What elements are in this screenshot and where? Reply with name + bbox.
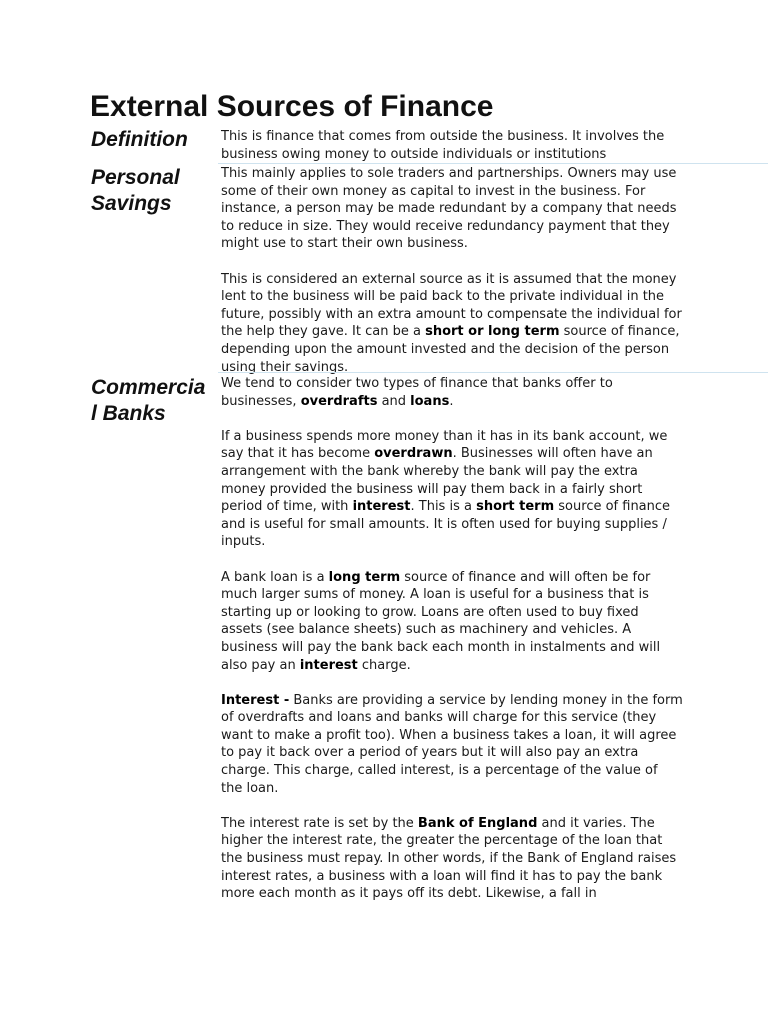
text-run: charge.	[357, 657, 411, 673]
bold-term: loans	[410, 393, 450, 409]
text-run: .	[449, 393, 454, 409]
commercial-banks-paragraph-5	[221, 815, 683, 903]
bold-term: interest	[352, 499, 411, 515]
bold-term: short or long term	[425, 324, 560, 340]
text-run: We tend to consider two types of finance that banks offer to businesses,	[221, 376, 613, 409]
bold-term: short term	[476, 499, 555, 515]
bold-term: Bank of England	[417, 815, 538, 831]
commercial-banks-paragraph-1	[221, 375, 683, 410]
text-run: The interest rate is set by the	[221, 815, 418, 831]
text-run: source of finance and is useful for small amounts. It is often used for buying supplies / inputs.	[221, 499, 671, 550]
text-run: source of finance, depending upon the amount invested and the decision of the person using their savings.	[221, 324, 680, 375]
term-commercial-banks: Commercia l Banks	[91, 376, 206, 425]
personal-savings-text-block	[221, 165, 683, 376]
commercial-banks-paragraph-2	[221, 428, 683, 551]
term-definition: Definition	[91, 128, 188, 151]
text-run: source of finance and will often be for much larger sums of money. A loan is useful for a business that is starting up or looking to grow. Loans are often used to buy fixed assets (see balance sheets) such as machinery and vehicles. A business will pay the bank back each month in instalments and will also pay an	[221, 569, 661, 673]
page-title: External Sources of Finance	[90, 90, 494, 123]
section-divider	[218, 372, 768, 373]
bold-term: overdrafts	[300, 393, 378, 409]
definition-paragraph: This is finance that comes from outside the business. It involves the business owing money to outside individuals or institutions	[221, 129, 665, 162]
bold-term: long term	[328, 569, 401, 585]
text-run: Banks are providing a service by lending money in the form of overdrafts and loans and banks will charge for this service (they want to make a profit too). When a business takes a loan, it will agree to pay it back over a period of years but it will also pay an extra charge. This charge, called interest, is a percentage of the value of the loan.	[221, 692, 683, 796]
commercial-banks-text-block	[221, 375, 683, 903]
definition-text-block	[221, 128, 683, 163]
text-run: A bank loan is a	[221, 569, 329, 585]
personal-savings-paragraph-1: This mainly applies to sole traders and partnerships. Owners may use some of their own money as capital to invest in the business. For instance, a person may be made redundant by a company that needs to reduce in size. They would receive redundancy payment that they might use to start their own business.	[221, 166, 677, 252]
bold-term: interest	[299, 657, 358, 673]
text-run: . This is a	[410, 499, 477, 515]
text-run: and	[377, 393, 411, 409]
term-personal-savings: Personal Savings	[91, 166, 180, 215]
section-divider	[218, 163, 768, 164]
commercial-banks-paragraph-4	[221, 692, 683, 798]
text-run: . Businesses will often have an arrangement with the bank whereby the bank will pay the extra money provided the business will pay them back in a fairly short period of time, with	[221, 446, 653, 515]
bold-term: Interest -	[221, 692, 290, 708]
text-run: This is considered an external source as it is assumed that the money lent to the business will be paid back to the private individual in the future, possibly with an extra amount to compensate the individual for the help they gave. It can be a	[221, 271, 682, 340]
bold-term: overdrawn	[374, 446, 453, 462]
personal-savings-paragraph-2	[221, 271, 683, 377]
text-run: and it varies. The higher the interest rate, the greater the percentage of the loan that the business must repay. In other words, if the Bank of England raises interest rates, a business with a loan will find it has to pay the bank more each month as it pays off its debt. Likewise, a fall in	[221, 815, 677, 902]
commercial-banks-paragraph-3	[221, 569, 683, 675]
text-run: If a business spends more money than it has in its bank account, we say that it has become	[221, 428, 668, 462]
